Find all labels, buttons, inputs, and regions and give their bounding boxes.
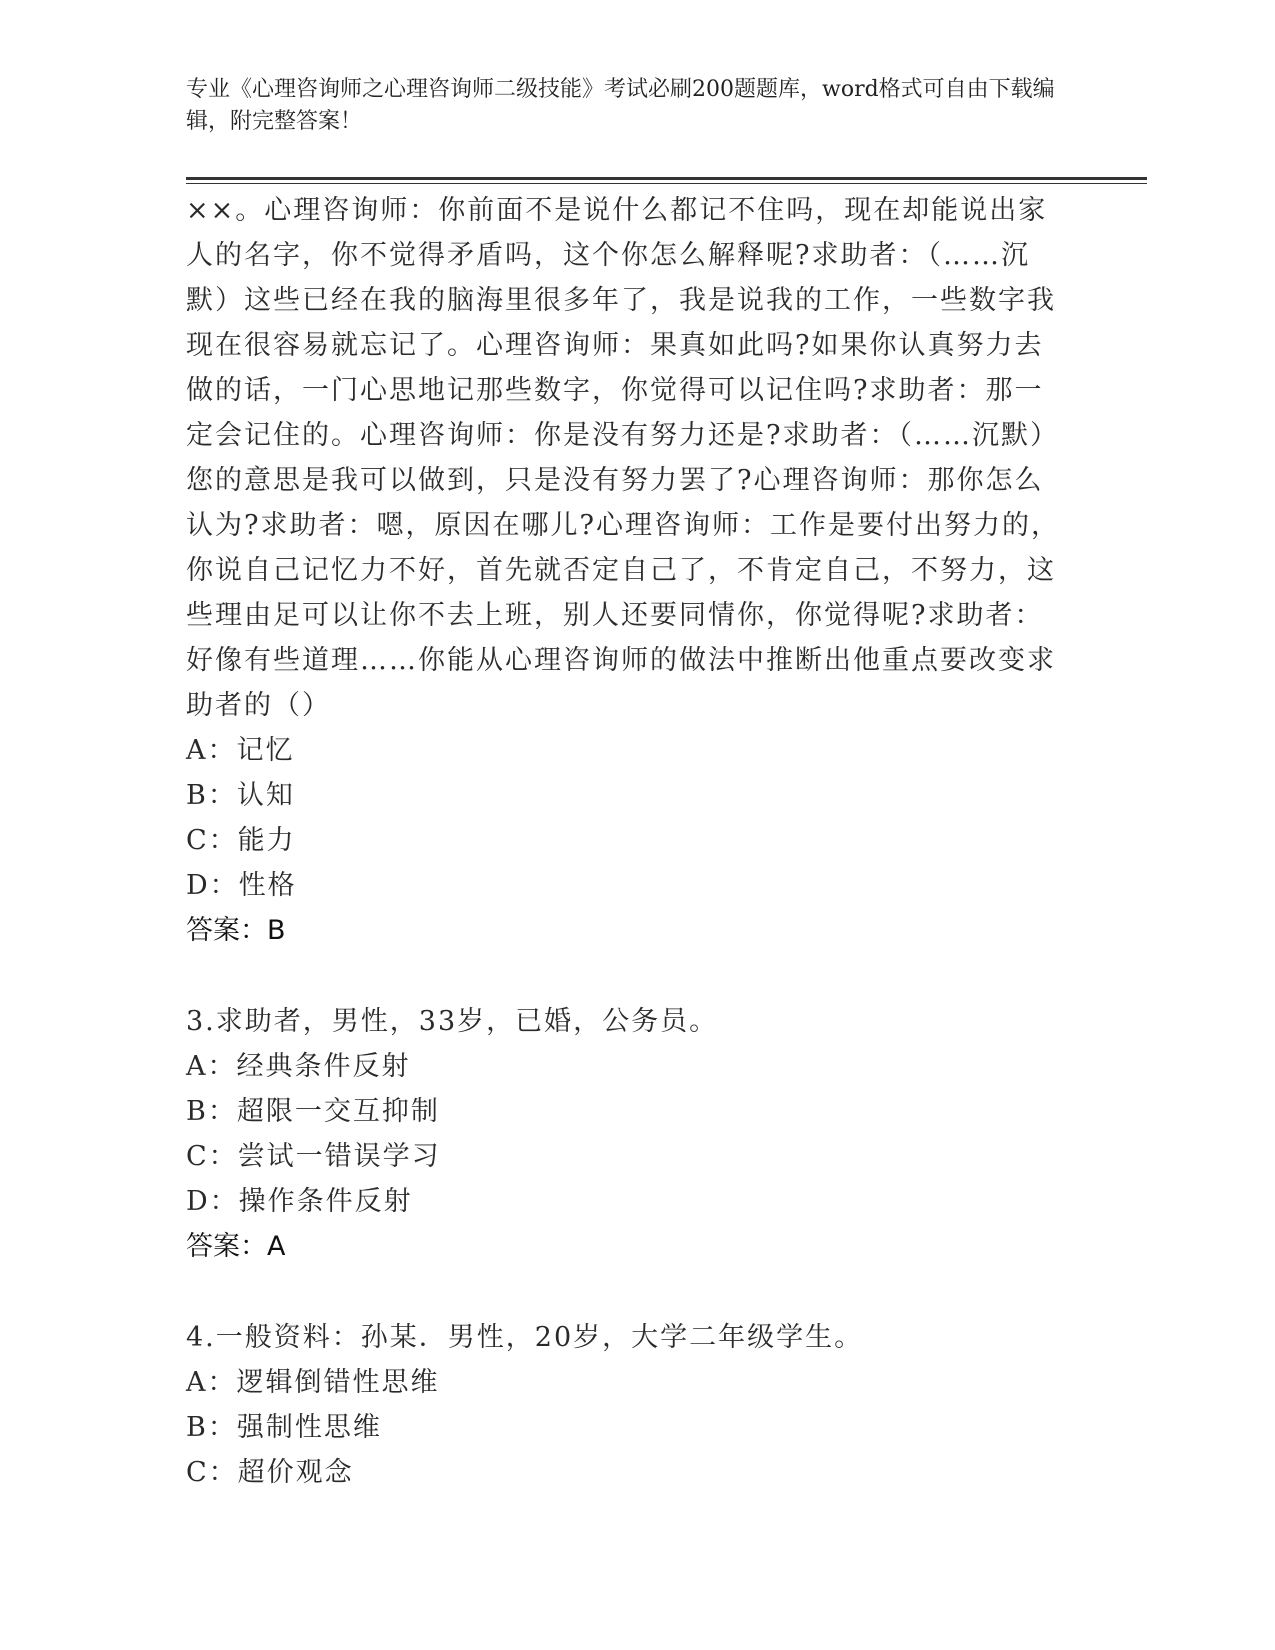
- option-d: D：操作条件反射: [186, 1186, 413, 1217]
- document-header: 专业《心理咨询师之心理咨询师二级技能》考试必刷200题题库，word格式可自由下载编辑，附完整答案！: [186, 77, 1055, 134]
- option-b: B：强制性思维: [186, 1412, 382, 1443]
- question-block: [186, 1315, 1066, 1495]
- spacer: [186, 1269, 1066, 1315]
- option-c: C：尝试一错误学习: [186, 1141, 441, 1172]
- option-b: B：认知: [186, 780, 295, 811]
- header-divider-thin: [186, 183, 1147, 184]
- option-c: C：能力: [186, 825, 296, 856]
- spacer: [186, 953, 1066, 999]
- question-stem: 4.一般资料：孙某．男性，20岁，大学二年级学生。: [186, 1322, 864, 1353]
- question-stem: ××。心理咨询师：你前面不是说什么都记不住吗，现在却能说出家人的名字，你不觉得矛盾吗，这个你怎么解释呢?求助者：（……沉默）这些已经在我的脑海里很多年了，我是说我的工作，一些数字我现在很容易就忘记了。心理咨询师：果真如此吗?如果你认真努力去做的话，一门心思地记那些数字，你觉得可以记住吗?求助者：那一定会记住的。心理咨询师：你是没有努力还是?求助者：（……沉默）您的意思是我可以做到，只是没有努力罢了?心理咨询师：那你怎么认为?求助者：嗯，原因在哪儿?心理咨询师：工作是要付出努力的，你说自己记忆力不好，首先就否定自己了，不肯定自己，不努力，这些理由足可以让你不去上班，别人还要同情你，你觉得呢?求助者：好像有些道理……你能从心理咨询师的做法中推断出他重点要改变求助者的（）: [186, 195, 1060, 721]
- question-stem: 3.求助者，男性，33岁，已婚，公务员。: [186, 1006, 719, 1037]
- option-b: B：超限一交互抑制: [186, 1096, 440, 1127]
- option-a: A：经典条件反射: [186, 1051, 411, 1082]
- option-c: C：超价观念: [186, 1457, 354, 1488]
- option-a: A：记忆: [186, 735, 295, 766]
- answer-line: 答案：B: [186, 915, 286, 946]
- option-a: A：逻辑倒错性思维: [186, 1367, 440, 1398]
- document-body: [186, 188, 1066, 1495]
- option-d: D：性格: [186, 870, 297, 901]
- answer-line: 答案：A: [186, 1231, 286, 1262]
- question-block: [186, 999, 1066, 1269]
- header-divider-thick: [186, 177, 1147, 180]
- question-block: [186, 188, 1066, 953]
